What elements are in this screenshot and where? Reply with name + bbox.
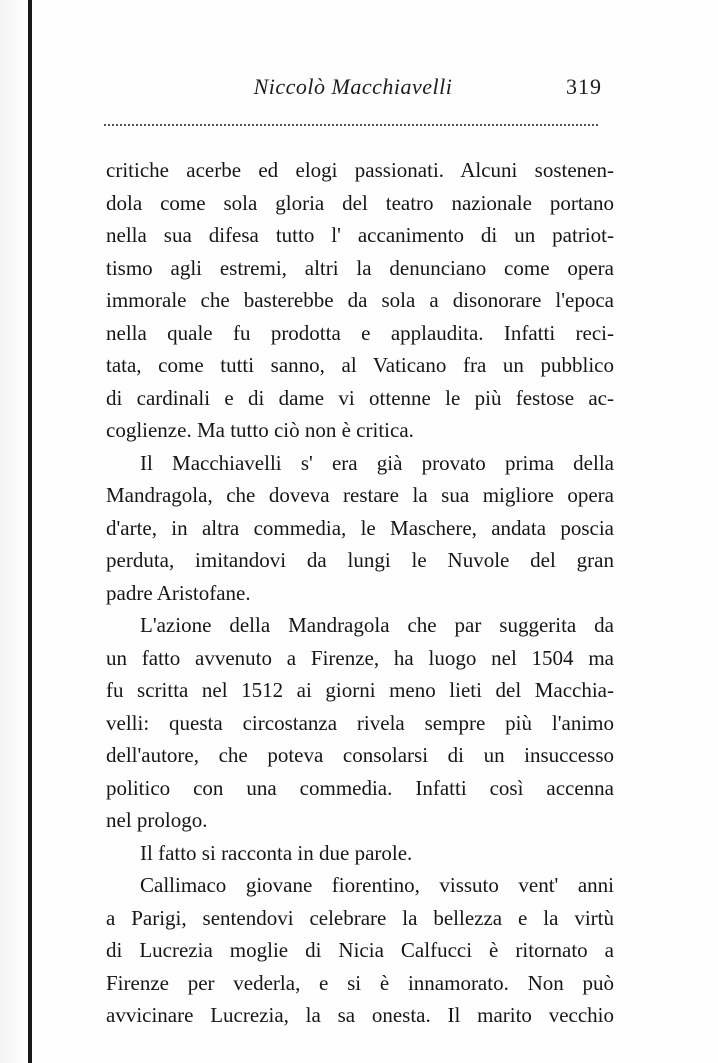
text-line: fu scritta nel 1512 ai giorni meno lieti del Macchia-: [106, 678, 614, 702]
text-line: velli: questa circostanza rivela sempre più l'animo: [106, 710, 614, 735]
text-line: avvicinare Lucrezia, la sa onesta. Il marito vecchio: [106, 1003, 614, 1027]
text-line: tismo agli estremi, altri la denunciano come opera: [106, 255, 614, 280]
text-line: L'azione della Mandragola che par suggerita da: [140, 613, 614, 637]
page-number: 319: [566, 74, 602, 99]
text-line: a Parigi, sentendovi celebrare la bellezza e la virtù: [106, 905, 614, 930]
binding-shadow: [0, 0, 28, 1063]
text-line: di cardinali e di dame vi ottenne le più festose ac-: [106, 385, 614, 410]
text-line: Firenze per vederla, e si è innamorato. Non può: [106, 970, 614, 995]
text-line: Il fatto si racconta in due parole.: [140, 840, 413, 865]
text-line: critiche acerbe ed elogi passionati. Alcuni sostenen-: [106, 158, 614, 182]
paragraph-2: [106, 447, 614, 610]
text-line: dell'autore, che poteva consolarsi di un insuccesso: [106, 743, 614, 767]
binding-edge: [28, 0, 32, 1063]
text-line: di Lucrezia moglie di Nicia Calfucci è ritornato a: [106, 938, 614, 962]
text-line: tata, come tutti sanno, al Vaticano fra un pubblico: [106, 353, 614, 377]
paragraph-5: [106, 869, 614, 1032]
running-head: [104, 74, 602, 106]
body-text: [106, 154, 614, 1032]
text-line: Mandragola, che doveva restare la sua migliore opera: [106, 483, 614, 507]
paragraph-4: [106, 837, 614, 870]
text-line: perduta, imitandovi da lungi le Nuvole del gran: [106, 548, 614, 572]
text-line: dola come sola gloria del teatro nazionale portano: [106, 190, 614, 215]
text-line: Callimaco giovane fiorentino, vissuto vent' anni: [140, 873, 614, 897]
text-line: nel prologo.: [106, 808, 208, 832]
text-line: politico con una commedia. Infatti così accenna: [106, 775, 614, 800]
text-line: nella sua difesa tutto l' accanimento di un patriot-: [106, 223, 614, 247]
paragraph-1: [106, 154, 614, 447]
text-line: un fatto avvenuto a Firenze, ha luogo nel 1504 ma: [106, 645, 614, 670]
text-line: Il Macchiavelli s' era già provato prima della: [140, 450, 614, 475]
text-line: immorale che basterebbe da sola a disonorare l'epoca: [106, 288, 614, 312]
text-line: d'arte, in altra commedia, le Maschere, andata poscia: [106, 515, 614, 540]
text-line: coglienze. Ma tutto ciò non è critica.: [106, 418, 414, 442]
running-title: Niccolò Macchiavelli: [253, 74, 453, 99]
text-line: padre Aristofane.: [106, 580, 251, 605]
paragraph-3: [106, 609, 614, 837]
text-line: nella quale fu prodotta e applaudita. Infatti reci-: [106, 320, 614, 345]
dotted-rule: [104, 124, 598, 126]
